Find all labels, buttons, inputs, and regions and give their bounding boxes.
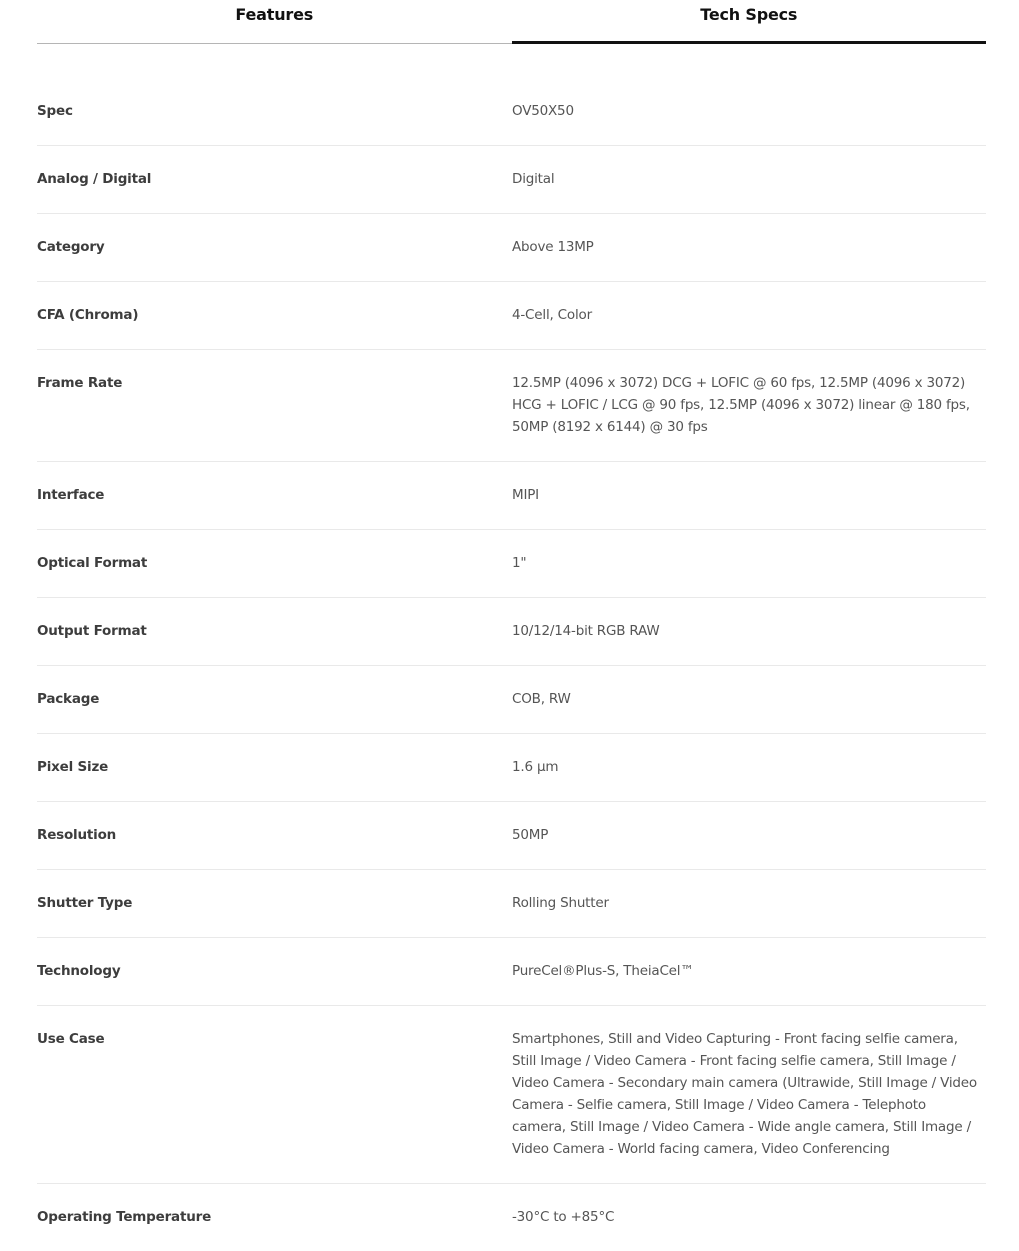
spec-label: Category	[37, 239, 105, 255]
spec-row-output-format	[37, 598, 986, 666]
tech-specs-table	[37, 78, 986, 1251]
spec-value: PureCel®Plus-S, TheiaCel™	[512, 963, 694, 979]
spec-row-package	[37, 666, 986, 734]
spec-label: Interface	[37, 487, 105, 503]
spec-row-interface	[37, 462, 986, 530]
spec-value: Rolling Shutter	[512, 895, 609, 911]
spec-row-spec	[37, 78, 986, 146]
spec-value: 10/12/14-bit RGB RAW	[512, 623, 660, 639]
spec-value: 1.6 µm	[512, 759, 559, 775]
spec-label: Technology	[37, 963, 121, 979]
spec-label: Shutter Type	[37, 895, 133, 911]
spec-value: 4-Cell, Color	[512, 307, 592, 323]
spec-row-cfa	[37, 282, 986, 350]
spec-label: Analog / Digital	[37, 171, 152, 187]
spec-value: Smartphones, Still and Video Capturing - Front facing selfie camera, Still Image / Video Camera - Front facing selfie camera, Still Image / Video Camera - Secondary main camera (Ultrawide, Still Image / Video Camera - Selfie camera, Still Image / Video Camera - Telephoto camera, Still Image / Video Camera - Wide angle camera, Still Image / Video Camera - World facing camera, Video Conferencing	[512, 1031, 977, 1157]
spec-row-frame-rate	[37, 350, 986, 462]
spec-value: -30°C to +85°C	[512, 1209, 615, 1225]
spec-value: Digital	[512, 171, 555, 187]
spec-label: Spec	[37, 103, 73, 119]
spec-row-category	[37, 214, 986, 282]
spec-value: 1"	[512, 555, 527, 571]
spec-row-shutter-type	[37, 870, 986, 938]
spec-label: Package	[37, 691, 100, 707]
spec-value: MIPI	[512, 487, 539, 503]
spec-row-operating-temperature	[37, 1184, 986, 1251]
spec-label: Output Format	[37, 623, 147, 639]
tab-tech-specs[interactable]: Tech Specs	[512, 0, 987, 44]
spec-label: Operating Temperature	[37, 1209, 212, 1225]
spec-value: COB, RW	[512, 691, 571, 707]
spec-row-technology	[37, 938, 986, 1006]
spec-row-resolution	[37, 802, 986, 870]
spec-label: Pixel Size	[37, 759, 109, 775]
spec-value: 50MP	[512, 827, 549, 843]
spec-value: Above 13MP	[512, 239, 594, 255]
spec-label: Resolution	[37, 827, 117, 843]
spec-label: Optical Format	[37, 555, 148, 571]
spec-row-pixel-size	[37, 734, 986, 802]
spec-tabs	[37, 0, 986, 44]
spec-label: Use Case	[37, 1031, 105, 1047]
spec-value: OV50X50	[512, 103, 574, 119]
spec-row-analog-digital	[37, 146, 986, 214]
spec-row-optical-format	[37, 530, 986, 598]
spec-label: Frame Rate	[37, 375, 123, 391]
tab-features[interactable]: Features	[37, 0, 512, 44]
spec-label: CFA (Chroma)	[37, 307, 139, 323]
spec-value: 12.5MP (4096 x 3072) DCG + LOFIC @ 60 fps, 12.5MP (4096 x 3072) HCG + LOFIC / LCG @ 90 fps, 12.5MP (4096 x 3072) linear @ 180 fps, 50MP (8192 x 6144) @ 30 fps	[512, 375, 970, 435]
spec-row-use-case	[37, 1006, 986, 1184]
